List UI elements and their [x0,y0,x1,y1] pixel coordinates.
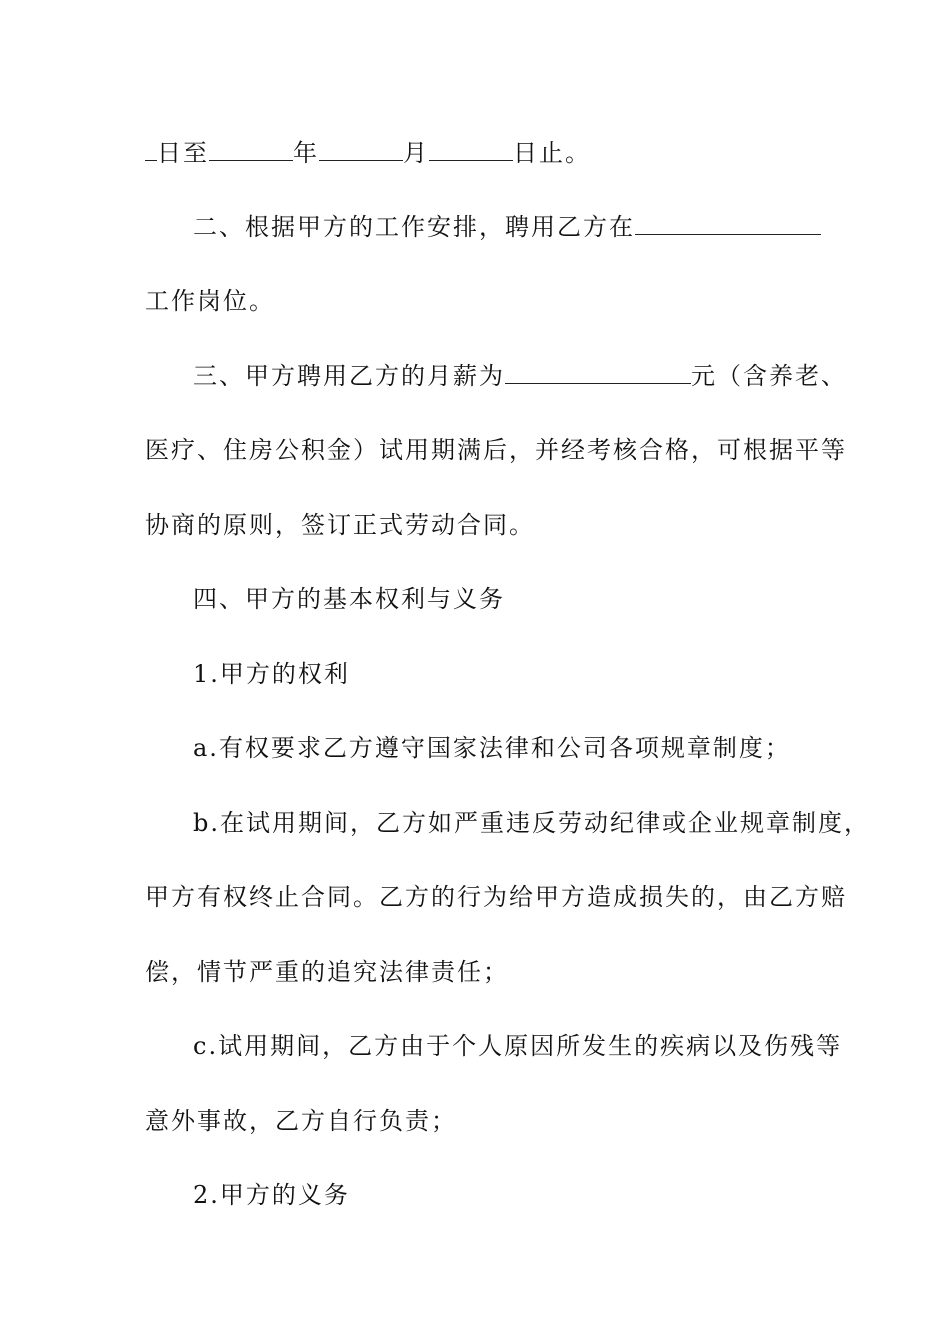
fill-blank-year [209,138,293,161]
text-line-5: 医疗、住房公积金）试用期满后，并经考核合格，可根据平等 [145,436,847,464]
clause-two [193,212,873,242]
text-fragment: 三、甲方聘用乙方的月薪为 [193,362,505,390]
text-line-3: 工作岗位。 [145,287,275,315]
text-fragment: 日止。 [513,139,591,167]
text-line-14: 意外事故，乙方自行负责； [145,1107,457,1135]
clause-four-heading: 四、甲方的基本权利与义务 [193,585,505,613]
sub-heading-obligations: 2.甲方的义务 [193,1181,350,1209]
text-fragment: 日至 [157,139,209,167]
fill-blank-position [635,212,821,235]
item-c: c.试用期间，乙方由于个人原因所发生的疾病以及伤残等 [193,1032,843,1060]
text-line-11: 甲方有权终止合同。乙方的行为给甲方造成损失的，由乙方赔 [145,883,847,911]
item-a: a.有权要求乙方遵守国家法律和公司各项规章制度； [193,734,791,762]
fill-blank-salary [505,361,691,384]
text-line-1 [145,138,825,168]
fill-blank-month [319,138,403,161]
text-fragment: 元（含养老、 [691,362,847,390]
text-fragment: 月 [403,139,429,167]
text-line-12: 偿，情节严重的追究法律责任； [145,958,509,986]
item-b: b.在试用期间，乙方如严重违反劳动纪律或企业规章制度， [193,809,870,837]
fill-blank-day-start [145,138,157,161]
fill-blank-day [429,138,513,161]
text-fragment: 二、根据甲方的工作安排，聘用乙方在 [193,213,635,241]
text-fragment: 年 [293,139,319,167]
clause-three [193,361,873,391]
sub-heading-rights: 1.甲方的权利 [193,660,350,688]
text-line-6: 协商的原则，签订正式劳动合同。 [145,511,535,539]
